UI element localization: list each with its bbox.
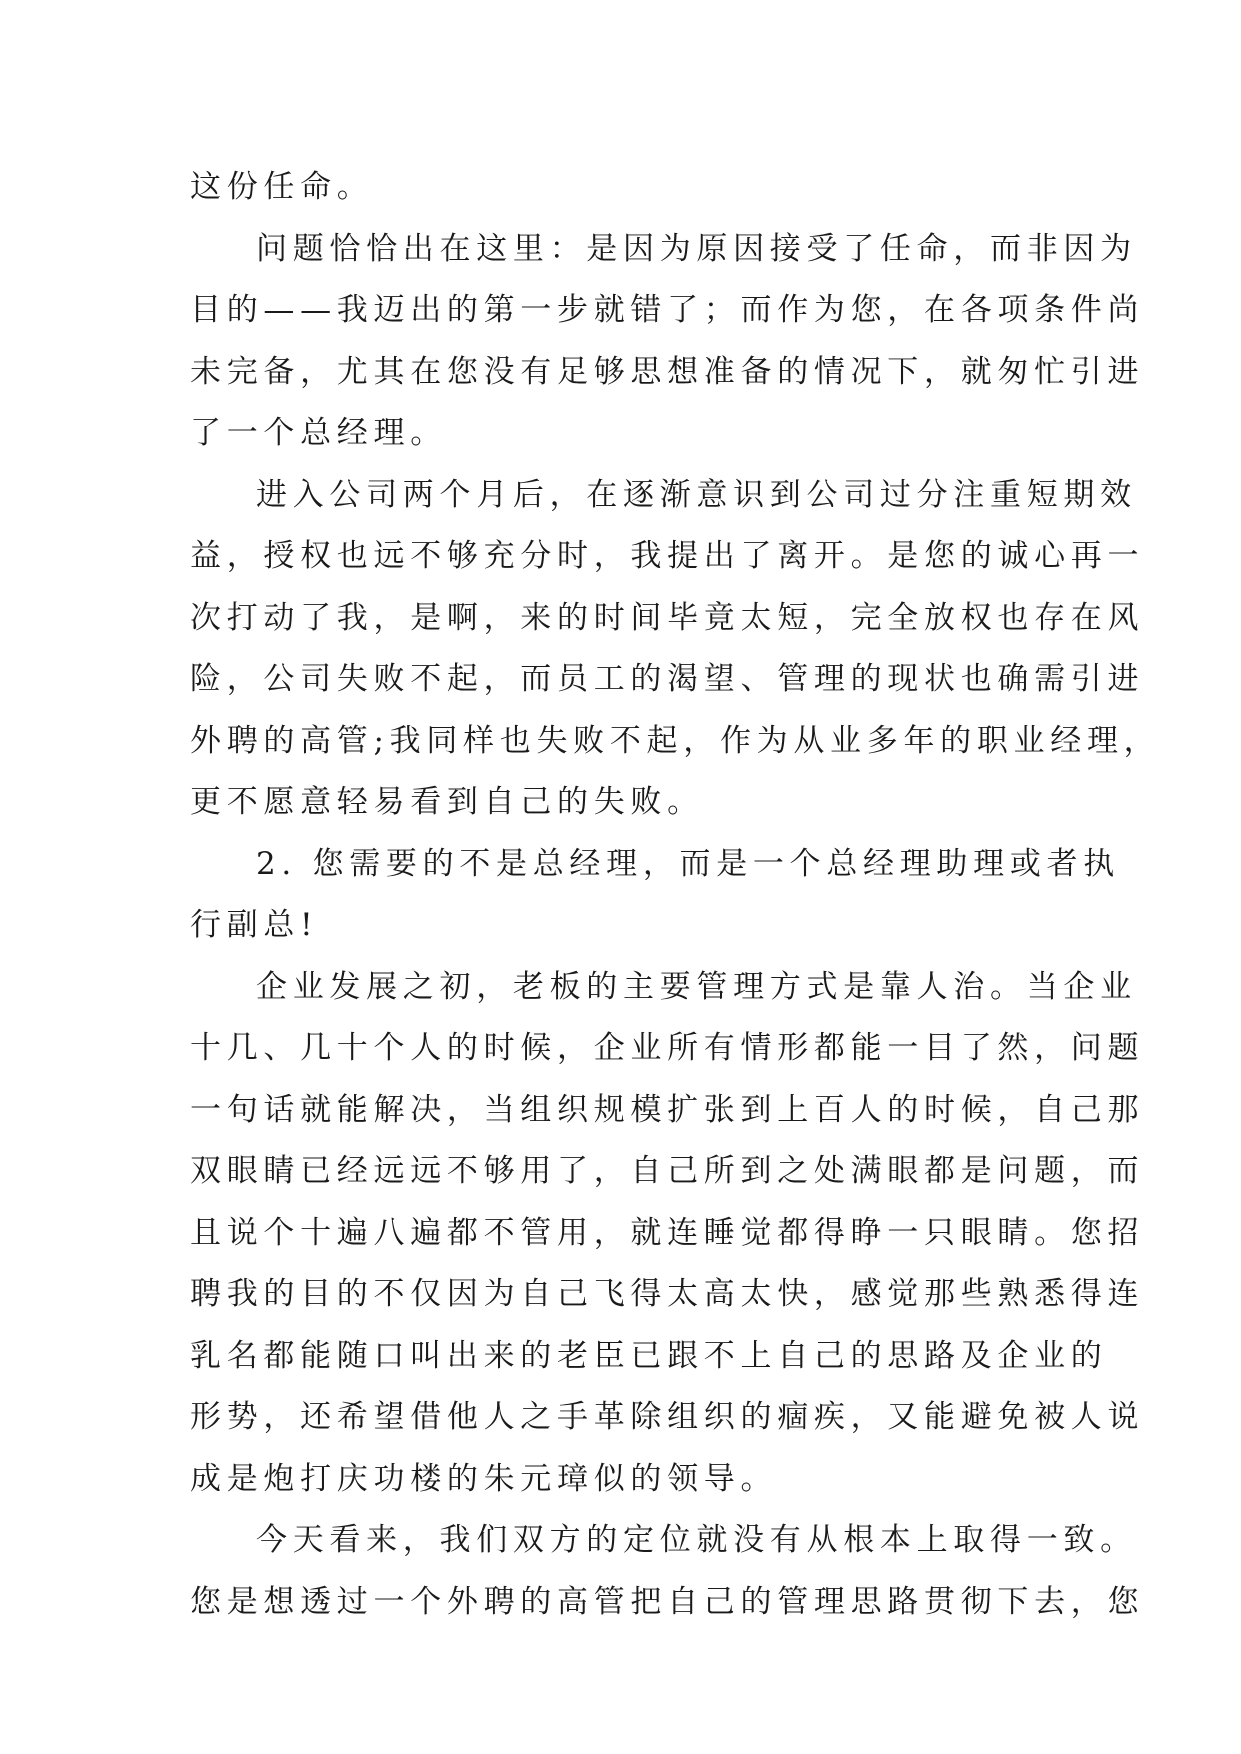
- text-line: 双眼睛已经远远不够用了，自己所到之处满眼都是问题，而: [190, 1153, 1145, 1189]
- text-line: 成是炮打庆功楼的朱元璋似的领导。: [190, 1460, 778, 1497]
- text-line: 您是想透过一个外聘的高管把自己的管理思路贯彻下去，您: [190, 1583, 1145, 1620]
- text-line: 聘我的目的不仅因为自己飞得太高太快，感觉那些熟悉得连: [190, 1276, 1145, 1312]
- section-heading: 行副总!: [190, 907, 319, 943]
- text-line: 进入公司两个月后，在逐渐意识到公司过分注重短期效: [256, 476, 1137, 513]
- text-line: 益，授权也远不够充分时，我提出了离开。是您的诚心再一: [190, 538, 1145, 574]
- text-line: 次打动了我，是啊，来的时间毕竟太短，完全放权也存在风: [190, 599, 1145, 636]
- text-line: 一句话就能解决，当组织规模扩张到上百人的时候，自己那: [190, 1091, 1145, 1128]
- text-line: 险，公司失败不起，而员工的渴望、管理的现状也确需引进: [190, 661, 1145, 697]
- text-line: 且说个十遍八遍都不管用，就连睡觉都得睁一只眼睛。您招: [190, 1214, 1145, 1251]
- text-line: 了一个总经理。: [190, 415, 447, 451]
- body-text: [190, 157, 1161, 1633]
- text-line: 这份任命。: [190, 169, 374, 205]
- text-line: 形势，还希望借他人之手革除组织的痼疾，又能避免被人说: [190, 1399, 1145, 1435]
- text-line: 未完备，尤其在您没有足够思想准备的情况下，就匆忙引进: [190, 353, 1145, 390]
- text-line: 乳名都能随口叫出来的老臣已跟不上自己的思路及企业的: [190, 1337, 1108, 1374]
- text-line: 问题恰恰出在这里：是因为原因接受了任命，而非因为: [256, 230, 1137, 267]
- text-line: 外聘的高管;我同样也失败不起，作为从业多年的职业经理，: [190, 722, 1161, 759]
- text-line: 企业发展之初，老板的主要管理方式是靠人治。当企业: [256, 968, 1137, 1005]
- text-line: 今天看来，我们双方的定位就没有从根本上取得一致。: [256, 1522, 1137, 1558]
- text-line: 十几、几十个人的时候，企业所有情形都能一目了然，问题: [190, 1030, 1145, 1066]
- text-line: 更不愿意轻易看到自己的失败。: [190, 784, 704, 820]
- section-heading: 2. 您需要的不是总经理，而是一个总经理助理或者执: [256, 845, 1120, 882]
- text-line: 目的——我迈出的第一步就错了；而作为您，在各项条件尚: [190, 292, 1145, 328]
